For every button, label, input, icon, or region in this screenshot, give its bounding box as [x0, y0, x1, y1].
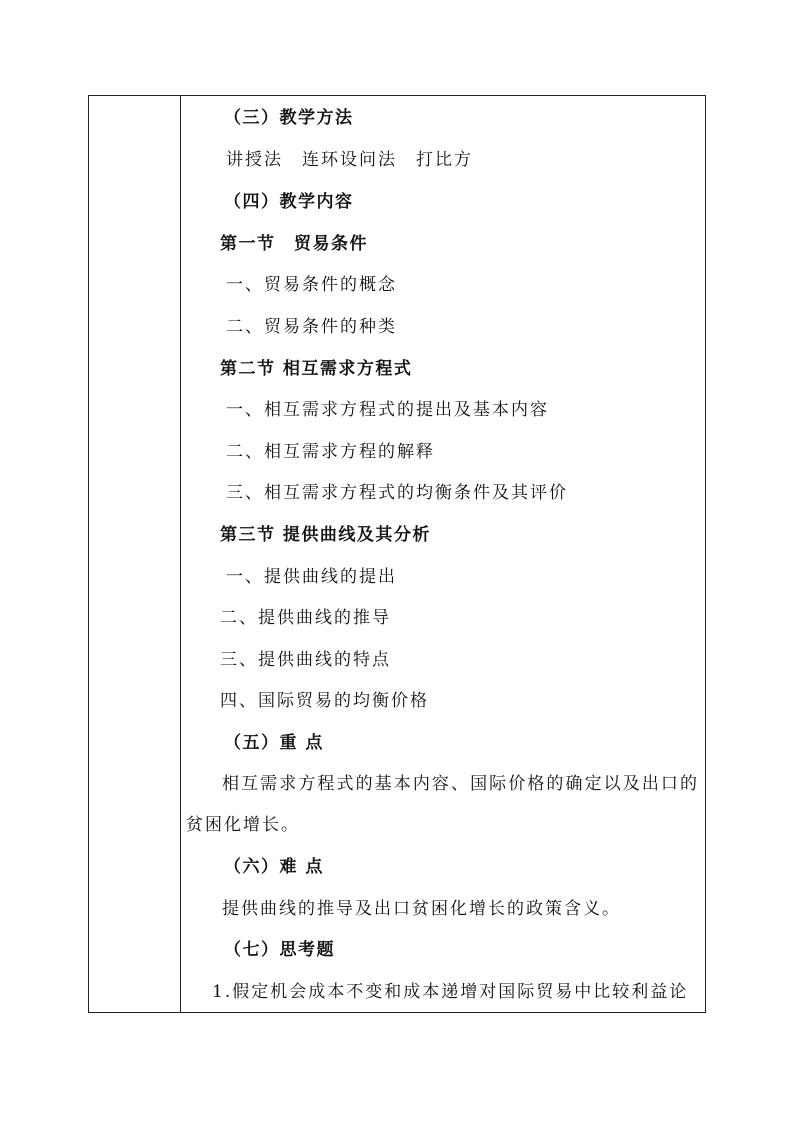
section-2-title: 第二节 相互需求方程式	[220, 359, 413, 379]
difficulties-heading: （六）难 点	[224, 857, 324, 877]
teaching-content-heading: （四）教学内容	[224, 192, 354, 212]
section-3-item-2: 二、提供曲线的推导	[220, 608, 391, 628]
section-1-title: 第一节 贸易条件	[220, 234, 368, 254]
question-1: 1.假定机会成本不变和成本递增对国际贸易中比较利益论	[212, 982, 689, 1002]
section-2-item-1: 一、相互需求方程式的提出及基本内容	[226, 400, 549, 420]
section-3-item-3: 三、提供曲线的特点	[220, 650, 391, 670]
table-content-cell	[182, 96, 705, 1012]
table-left-column	[89, 96, 181, 1012]
key-points-heading: （五）重 点	[224, 733, 324, 753]
section-1-item-2: 二、贸易条件的种类	[226, 317, 397, 337]
key-points-text: 相互需求方程式的基本内容、国际价格的确定以及出口的贫困化增长。	[186, 774, 699, 835]
teaching-method-text: 讲授法 连环设问法 打比方	[226, 150, 473, 170]
questions-heading: （七）思考题	[224, 940, 335, 960]
difficulties-text: 提供曲线的推导及出口贫困化增长的政策含义。	[222, 899, 621, 919]
content-table	[88, 95, 706, 1013]
section-2-item-3: 三、相互需求方程式的均衡条件及其评价	[226, 483, 568, 503]
section-3-title: 第三节 提供曲线及其分析	[220, 525, 431, 545]
section-1-item-1: 一、贸易条件的概念	[226, 275, 397, 295]
section-3-item-4: 四、国际贸易的均衡价格	[220, 691, 429, 711]
section-3-item-1: 一、提供曲线的提出	[226, 567, 397, 587]
teaching-method-heading: （三）教学方法	[224, 108, 354, 128]
section-2-item-2: 二、相互需求方程的解释	[226, 442, 435, 462]
